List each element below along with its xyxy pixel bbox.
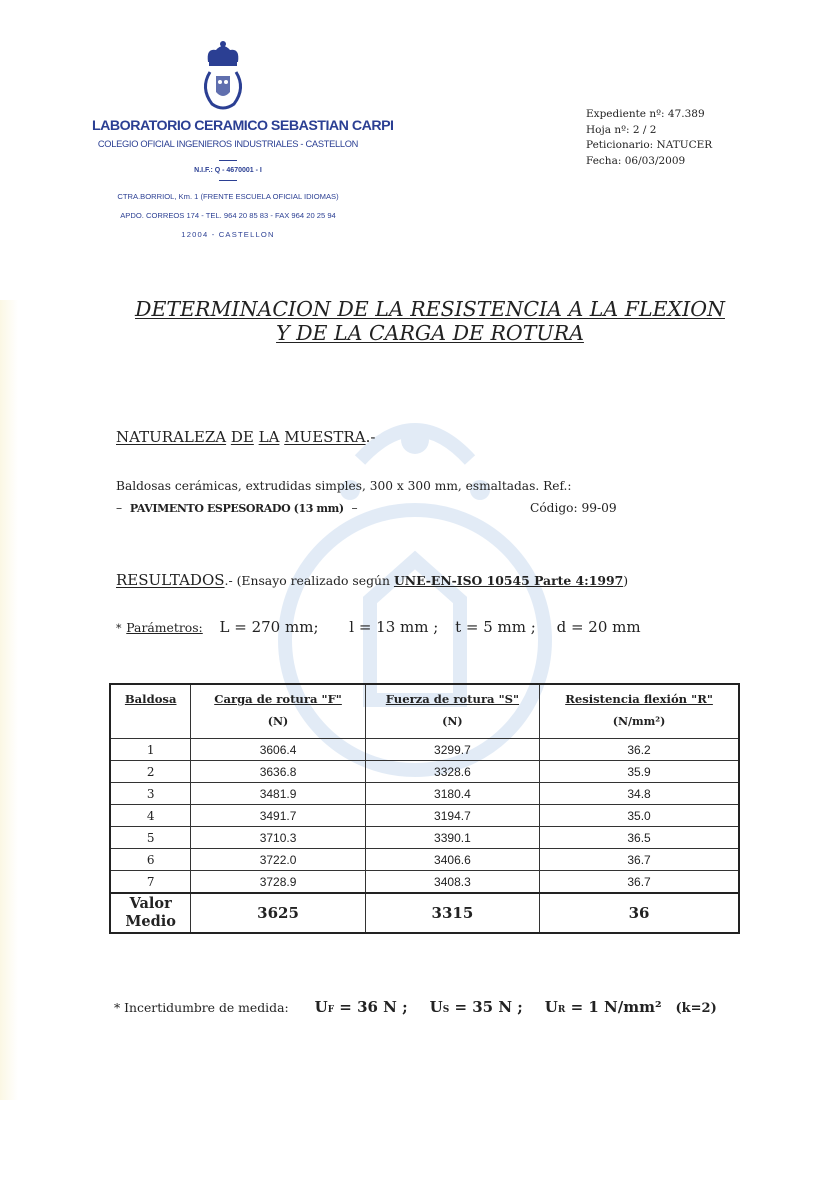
header-unit: (N) <box>267 715 289 728</box>
sample-reference <box>116 501 358 515</box>
peticionario: Peticionario: NATUCER <box>586 139 713 151</box>
cell-baldosa: 3 <box>110 783 191 805</box>
cell-carga: 3481.9 <box>191 783 365 805</box>
average-carga: 3625 <box>191 893 365 933</box>
u-sub: F <box>327 1005 335 1015</box>
cell-baldosa: 7 <box>110 871 191 894</box>
header-title: Resistencia flexión "R" <box>565 692 713 706</box>
u-symbol: U <box>429 998 443 1016</box>
dash: – <box>351 501 358 515</box>
parameters-label: Parámetros: <box>126 620 203 635</box>
avg-label-1: Valor <box>129 895 172 912</box>
heading-word: LA <box>258 428 280 446</box>
lab-address-line2: APDO. CORREOS 174 - TEL. 964 20 85 83 - FAX 964 20 25 94 <box>120 211 336 220</box>
sample-code: Código: 99-09 <box>530 501 617 515</box>
cell-fuerza: 3194.7 <box>365 805 539 827</box>
report-meta <box>586 107 712 169</box>
header-baldosa <box>110 684 191 739</box>
sample-heading <box>116 428 375 446</box>
param-t: t = 5 mm ; <box>455 618 536 636</box>
cell-baldosa: 2 <box>110 761 191 783</box>
header-resistencia <box>540 684 739 739</box>
title-line1: DETERMINACION DE LA RESISTENCIA A LA FLEXION <box>135 297 725 321</box>
lab-name: LABORATORIO CERAMICO SEBASTIAN CARPI <box>92 118 394 134</box>
heading-word: MUESTRA <box>284 428 366 446</box>
dash: – <box>116 501 123 515</box>
lab-subtitle: COLEGIO OFICIAL INGENIEROS INDUSTRIALES - CASTELLON <box>97 139 359 149</box>
param-L: L = 270 mm; <box>219 618 319 636</box>
cell-baldosa: 5 <box>110 827 191 849</box>
header-fuerza <box>365 684 539 739</box>
table-row <box>110 827 739 849</box>
results-table <box>109 683 740 934</box>
cell-carga: 3710.3 <box>191 827 365 849</box>
cell-resistencia: 36.7 <box>540 871 739 894</box>
scan-edge-shading <box>0 300 18 1100</box>
header-title: Carga de rotura "F" <box>214 692 342 706</box>
heading-word: DE <box>230 428 254 446</box>
cell-carga: 3728.9 <box>191 871 365 894</box>
cell-resistencia: 35.9 <box>540 761 739 783</box>
coverage-factor: (k=2) <box>675 1001 717 1016</box>
u-value: = 35 N ; <box>449 998 523 1016</box>
table-header-row <box>110 684 739 739</box>
param-d: d = 20 mm <box>556 618 641 636</box>
cell-baldosa: 4 <box>110 805 191 827</box>
divider <box>219 160 237 161</box>
uncertainty-s <box>430 998 523 1016</box>
header-unit: (N/mm²) <box>612 715 666 728</box>
u-symbol: U <box>544 998 558 1016</box>
results-intro: (Ensayo realizado según <box>236 573 394 588</box>
avg-label-2: Medio <box>125 913 176 930</box>
heading-word: NATURALEZA <box>116 428 227 446</box>
table-row <box>110 783 739 805</box>
divider <box>219 180 237 181</box>
cell-resistencia: 36.7 <box>540 849 739 871</box>
cell-resistencia: 34.8 <box>540 783 739 805</box>
u-sub: S <box>442 1005 450 1015</box>
header-title: Baldosa <box>124 692 177 706</box>
cell-carga: 3636.8 <box>191 761 365 783</box>
measurement-uncertainty <box>114 998 717 1016</box>
results-heading <box>116 571 628 589</box>
heading-suffix: .- <box>224 573 237 588</box>
header-title: Fuerza de rotura "S" <box>385 692 520 706</box>
lab-crest-icon <box>198 40 248 114</box>
u-sub: R <box>557 1005 566 1015</box>
average-row <box>110 893 739 933</box>
sample-description: Baldosas cerámicas, extrudidas simples, 300 x 300 mm, esmaltadas. Ref.: <box>116 479 572 493</box>
results-heading-text: RESULTADOS <box>116 571 225 589</box>
table-row <box>110 761 739 783</box>
u-symbol: U <box>314 998 328 1016</box>
paren-close: ) <box>623 573 629 588</box>
fecha: Fecha: 06/03/2009 <box>586 154 686 167</box>
cell-carga: 3722.0 <box>191 849 365 871</box>
test-standard: UNE-EN-ISO 10545 Parte 4:1997 <box>393 573 624 588</box>
cell-fuerza: 3390.1 <box>365 827 539 849</box>
lab-address-line1: CTRA.BORRIOL, Km. 1 (FRENTE ESCUELA OFICIAL IDIOMAS) <box>117 192 339 201</box>
lab-city: 12004 - CASTELLON <box>181 230 275 239</box>
cell-resistencia: 35.0 <box>540 805 739 827</box>
expediente: Expediente nº: 47.389 <box>586 108 705 120</box>
header-carga <box>191 684 365 739</box>
uncertainty-r <box>545 998 662 1016</box>
heading-suffix: .- <box>365 428 376 446</box>
cell-fuerza: 3180.4 <box>365 783 539 805</box>
lab-nif: N.I.F.: Q - 4670001 - I <box>194 167 262 174</box>
uncertainty-f <box>315 998 408 1016</box>
cell-carga: 3491.7 <box>191 805 365 827</box>
cell-resistencia: 36.5 <box>540 827 739 849</box>
average-fuerza: 3315 <box>365 893 539 933</box>
table-row <box>110 805 739 827</box>
cell-carga: 3606.4 <box>191 739 365 761</box>
cell-fuerza: 3406.6 <box>365 849 539 871</box>
cell-baldosa: 6 <box>110 849 191 871</box>
header-unit: (N) <box>442 715 463 728</box>
asterisk: * <box>116 622 122 635</box>
table-row <box>110 739 739 761</box>
hoja: Hoja nº: 2 / 2 <box>586 123 657 136</box>
document-title <box>100 297 760 345</box>
table-row <box>110 871 739 894</box>
cell-fuerza: 3408.3 <box>365 871 539 894</box>
title-line2: Y DE LA CARGA DE ROTURA <box>276 321 584 345</box>
table-row <box>110 849 739 871</box>
cell-resistencia: 36.2 <box>540 739 739 761</box>
cell-fuerza: 3328.6 <box>365 761 539 783</box>
param-l: l = 13 mm ; <box>349 618 439 636</box>
uncertainty-label: Incertidumbre de medida: <box>124 1000 289 1015</box>
average-label <box>110 893 191 933</box>
cell-baldosa: 1 <box>110 739 191 761</box>
cell-fuerza: 3299.7 <box>365 739 539 761</box>
reference-name: PAVIMENTO ESPESORADO (13 mm) <box>129 502 344 515</box>
average-resistencia: 36 <box>540 893 739 933</box>
u-value: = 36 N ; <box>334 998 408 1016</box>
asterisk: * <box>114 1000 121 1015</box>
parameters <box>116 618 641 636</box>
u-value: = 1 N/mm² <box>565 998 662 1016</box>
